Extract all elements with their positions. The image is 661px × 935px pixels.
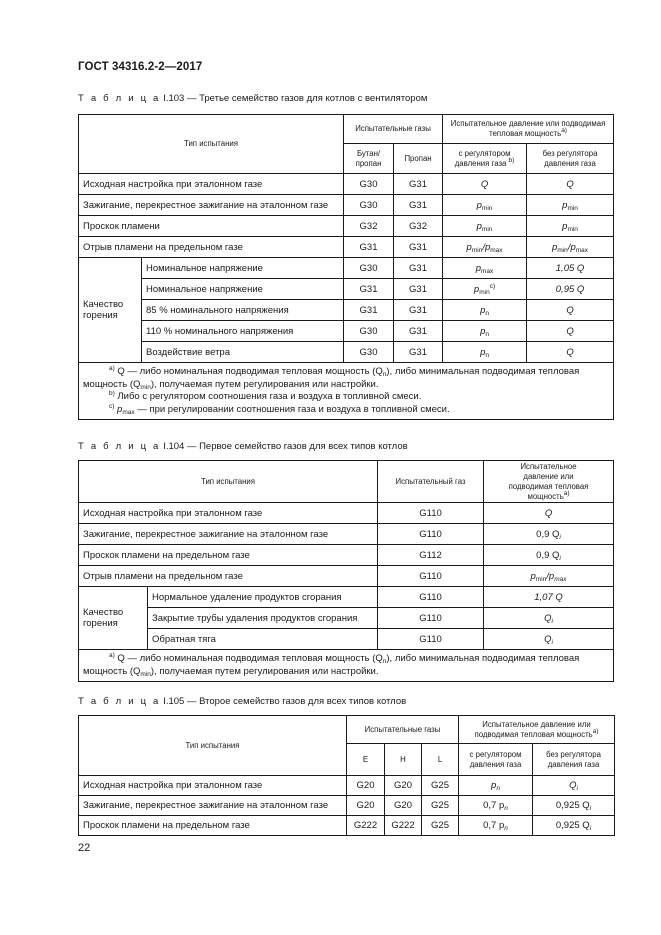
caption-text: I.104 — Первое семейство газов для всех типов котлов bbox=[160, 441, 408, 452]
footnote-a: $^{a)}$ Q — либо номинальная подводимая тепловая мощность $(Q_n)$, либо минимальная подводимая тепловая мощность $(Q_{min})$, получаемая путем регулирования или настройки. bbox=[83, 652, 580, 678]
cell-value: 0,9 $Q_i$ bbox=[484, 545, 614, 566]
cell-value: $p_n$ bbox=[443, 300, 527, 321]
header-with-regulator: с регулятором давления газа bbox=[459, 744, 533, 776]
cell-gas: G31 bbox=[394, 279, 443, 300]
header-test-pressure: Испытательное давление или подводимая тепловая мощность$^{a)}$ bbox=[443, 115, 614, 144]
table-103 bbox=[78, 114, 614, 420]
cell-test: Обратная тяга bbox=[148, 629, 378, 650]
table-row bbox=[79, 300, 614, 321]
cell-gas: G222 bbox=[347, 816, 385, 836]
page-number: 22 bbox=[78, 842, 91, 854]
cell-gas: G20 bbox=[385, 776, 422, 796]
cell-value: $p_{min}^{c)}$ bbox=[443, 279, 527, 300]
cell-value: Q bbox=[527, 300, 614, 321]
caption-text: I.103 — Третье семейство газов для котлов с вентилятором bbox=[160, 93, 428, 104]
cell-gas: G30 bbox=[344, 174, 394, 195]
cell-gas: G25 bbox=[422, 816, 459, 836]
quality-label: Качество горения bbox=[79, 258, 142, 363]
table-row bbox=[79, 796, 615, 816]
header-test-type: Тип испытания bbox=[79, 115, 344, 174]
cell-test: Отрыв пламени на предельном газе bbox=[79, 237, 344, 258]
header-test-pressure: Испытательное давление или подводимая тепловая мощность$^{a)}$ bbox=[459, 716, 615, 744]
table-row bbox=[79, 503, 614, 524]
caption-prefix: Т а б л и ц а bbox=[78, 441, 161, 452]
cell-gas: G31 bbox=[344, 300, 394, 321]
header-without-regulator: без регулятора давления газа bbox=[527, 144, 614, 174]
table-row bbox=[79, 279, 614, 300]
cell-gas: G31 bbox=[394, 174, 443, 195]
cell-test: Номинальное напряжение bbox=[142, 258, 344, 279]
cell-value: 0,925 $Q_i$ bbox=[533, 816, 615, 836]
cell-test: Нормальное удаление продуктов сгорания bbox=[148, 587, 378, 608]
cell-gas: G110 bbox=[378, 524, 484, 545]
cell-test: Исходная настройка при эталонном газе bbox=[79, 174, 344, 195]
table-104-caption bbox=[78, 441, 408, 452]
cell-gas: G30 bbox=[344, 342, 394, 363]
cell-test: Зажигание, перекрестное зажигание на эталонном газе bbox=[79, 195, 344, 216]
cell-value: $p_{min}$ bbox=[527, 195, 614, 216]
table-104 bbox=[78, 460, 614, 682]
cell-gas: G110 bbox=[378, 566, 484, 587]
caption-prefix: Т а б л и ц а bbox=[78, 93, 161, 104]
cell-test: 85 % номинального напряжения bbox=[142, 300, 344, 321]
table-row bbox=[79, 629, 614, 650]
cell-gas: G30 bbox=[344, 321, 394, 342]
cell-gas: G25 bbox=[422, 776, 459, 796]
table-105 bbox=[78, 715, 615, 836]
cell-value: $p_{min}$ bbox=[443, 216, 527, 237]
cell-gas: G32 bbox=[394, 216, 443, 237]
table-row bbox=[79, 321, 614, 342]
caption-prefix: Т а б л и ц а bbox=[78, 696, 161, 707]
footnote-c: $^{c)}$ $p_{max}$ — при регулировании соотношения газа и воздуха в топливной смеси. bbox=[109, 402, 450, 416]
header-butane-propane: Бутан/ пропан bbox=[344, 144, 394, 174]
cell-gas: G25 bbox=[422, 796, 459, 816]
cell-test: Зажигание, перекрестное зажигание на эталонном газе bbox=[79, 524, 378, 545]
cell-gas: G110 bbox=[378, 608, 484, 629]
cell-gas: G30 bbox=[344, 195, 394, 216]
table-105-caption bbox=[78, 696, 406, 707]
cell-test: Проскок пламени на предельном газе bbox=[79, 816, 347, 836]
header-test-type: Тип испытания bbox=[79, 716, 347, 776]
header-test-gas: Испытательный газ bbox=[378, 461, 484, 503]
cell-value: 0,9 $Q_i$ bbox=[484, 524, 614, 545]
cell-gas: G31 bbox=[344, 279, 394, 300]
header-without-regulator: без регулятора давления газа bbox=[533, 744, 615, 776]
cell-value: $p_n$ bbox=[443, 342, 527, 363]
table-row bbox=[79, 258, 614, 279]
cell-gas: G31 bbox=[394, 342, 443, 363]
header-group-e: E bbox=[347, 744, 385, 776]
cell-gas: G112 bbox=[378, 545, 484, 566]
header-test-pressure: Испытательное давление или подводимая тепловая мощность$^{a)}$ bbox=[484, 461, 614, 503]
cell-gas: G31 bbox=[394, 300, 443, 321]
table-row bbox=[79, 545, 614, 566]
header-test-gases: Испытательные газы bbox=[344, 115, 443, 144]
cell-test: Зажигание, перекрестное зажигание на эталонном газе bbox=[79, 796, 347, 816]
cell-value: $p_{min}/p_{max}$ bbox=[527, 237, 614, 258]
header-test-type: Тип испытания bbox=[79, 461, 378, 503]
table-104-notes bbox=[79, 650, 614, 682]
table-row bbox=[79, 816, 615, 836]
cell-test: Проскок пламени bbox=[79, 216, 344, 237]
cell-gas: G31 bbox=[394, 195, 443, 216]
header-test-gases: Испытательные газы bbox=[347, 716, 459, 744]
footnote-b: $^{b)}$ Либо с регулятором соотношения газа и воздуха в топливной смеси. bbox=[109, 390, 422, 402]
cell-value: $p_n$ bbox=[459, 776, 533, 796]
cell-test: Воздействие ветра bbox=[142, 342, 344, 363]
cell-value: Q bbox=[527, 342, 614, 363]
cell-gas: G31 bbox=[344, 237, 394, 258]
cell-gas: G31 bbox=[394, 258, 443, 279]
cell-value: 0,925 $Q_i$ bbox=[533, 796, 615, 816]
table-row bbox=[79, 195, 614, 216]
cell-gas: G110 bbox=[378, 503, 484, 524]
cell-value: 0,7 $p_n$ bbox=[459, 816, 533, 836]
header-group-l: L bbox=[422, 744, 459, 776]
table-row bbox=[79, 608, 614, 629]
quality-label: Качество горения bbox=[79, 587, 148, 650]
cell-gas: G110 bbox=[378, 629, 484, 650]
table-row bbox=[79, 237, 614, 258]
cell-gas: G20 bbox=[385, 796, 422, 816]
cell-value: $Q_i$ bbox=[533, 776, 615, 796]
cell-value: 1,07 Q bbox=[484, 587, 614, 608]
table-row bbox=[79, 174, 614, 195]
cell-gas: G20 bbox=[347, 776, 385, 796]
cell-gas: G31 bbox=[394, 237, 443, 258]
footnote-a: $^{a)}$ Q — либо номинальная подводимая тепловая мощность $(Q_n)$, либо минимальная подводимая тепловая мощность $(Q_{min})$, получаемая путем регулирования или настройки. bbox=[83, 365, 580, 391]
table-103-caption bbox=[78, 93, 427, 104]
caption-text: I.105 — Второе семейство газов для всех типов котлов bbox=[160, 696, 407, 707]
cell-value: $p_{min}$ bbox=[527, 216, 614, 237]
cell-gas: G20 bbox=[347, 796, 385, 816]
cell-value: $Q_i$ bbox=[484, 629, 614, 650]
cell-value: 1,05 Q bbox=[527, 258, 614, 279]
cell-gas: G32 bbox=[344, 216, 394, 237]
table-row bbox=[79, 342, 614, 363]
cell-value: 0,7 $p_n$ bbox=[459, 796, 533, 816]
cell-gas: G222 bbox=[385, 816, 422, 836]
cell-value: $Q_i$ bbox=[484, 608, 614, 629]
cell-value: $p_n$ bbox=[443, 321, 527, 342]
table-row bbox=[79, 216, 614, 237]
cell-value: Q bbox=[484, 503, 614, 524]
header-with-regulator: с регулятором давления газа $^{b)}$ bbox=[443, 144, 527, 174]
table-row bbox=[79, 776, 615, 796]
cell-value: 0,95 Q bbox=[527, 279, 614, 300]
cell-test: Исходная настройка при эталонном газе bbox=[79, 503, 378, 524]
cell-test: Номинальное напряжение bbox=[142, 279, 344, 300]
table-row bbox=[79, 587, 614, 608]
cell-gas: G30 bbox=[344, 258, 394, 279]
cell-value: $p_{min}/p_{max}$ bbox=[443, 237, 527, 258]
table-row bbox=[79, 524, 614, 545]
cell-test: Проскок пламени на предельном газе bbox=[79, 545, 378, 566]
cell-value: $p_{min}$ bbox=[443, 195, 527, 216]
cell-test: Отрыв пламени на предельном газе bbox=[79, 566, 378, 587]
cell-value: Q bbox=[443, 174, 527, 195]
table-row bbox=[79, 566, 614, 587]
cell-gas: G110 bbox=[378, 587, 484, 608]
cell-value: Q bbox=[527, 174, 614, 195]
cell-value: Q bbox=[527, 321, 614, 342]
standard-header: ГОСТ 34316.2-2—2017 bbox=[78, 61, 203, 73]
cell-test: 110 % номинального напряжения bbox=[142, 321, 344, 342]
cell-test: Закрытие трубы удаления продуктов сгорания bbox=[148, 608, 378, 629]
cell-value: $p_{min}/p_{max}$ bbox=[484, 566, 614, 587]
cell-value: $p_{max}$ bbox=[443, 258, 527, 279]
cell-gas: G31 bbox=[394, 321, 443, 342]
cell-test: Исходная настройка при эталонном газе bbox=[79, 776, 347, 796]
header-group-h: H bbox=[385, 744, 422, 776]
header-propane: Пропан bbox=[394, 144, 443, 174]
table-103-notes bbox=[79, 363, 614, 420]
